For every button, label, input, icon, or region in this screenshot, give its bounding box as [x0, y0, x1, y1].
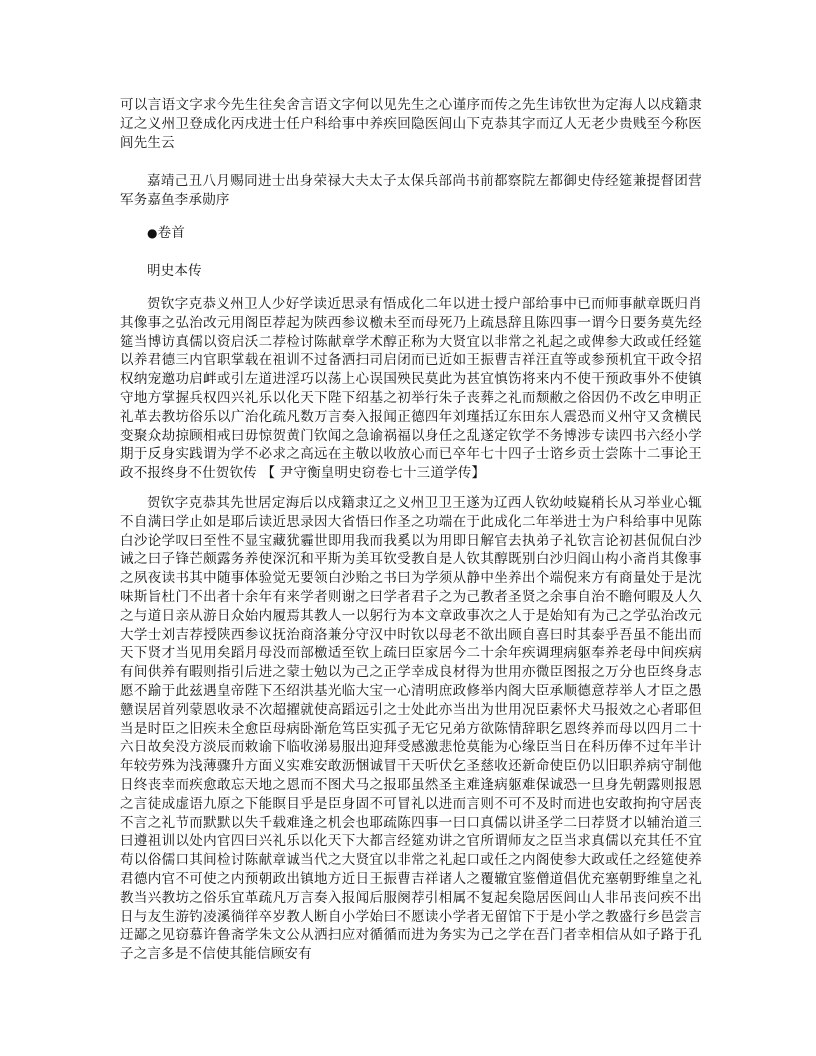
- preface-signature: 嘉靖己丑八月赐同进士出身荣禄大夫太子太保兵部尚书前都察院左都御史侍经筵兼提督团营军务嘉鱼李承勋序: [120, 173, 702, 208]
- section-heading-text: 卷首: [157, 225, 186, 241]
- preface-closing-paragraph: 可以言语文字求今先生往矣舍言语文字何以见先生之心谨序而传之先生讳钦世为定海人以戍籍隶辽之义州卫登成化丙戌进士任户科给事中养疾回隐医闾山下克恭其字而辽人无老少贵贱至今称医闾先生云: [120, 97, 702, 151]
- subsection-title: 明史本传: [147, 263, 202, 279]
- bullet-icon: ●: [147, 226, 158, 240]
- biography-paragraph-2: 贺钦字克恭其先世居定海后以戍籍隶辽之义州卫卫王遂为辽西人钦幼岐嶷稍长从习举业心辄不自满曰学止如是耶后读近思录因大省悟曰作圣之功端在于此成化二年举进士为户科给事中见陈白沙论学叹曰至性不显宝藏犹霾世即用我而我奚以为用即日解官去执弟子礼钦言论初甚侃侃白沙诫之曰子锋芒颇露务养使深沉和平斯为美耳钦受教自是人钦其醇既别白沙归阎山构小斋肖其像事之夙夜读书其中随事体验觉无要领白沙贻之书曰为学须从静中坐养出个端倪来方有商量处于是沈味斯旨杜门不出者十余年有来学者则谢之曰学者君子之为己教者圣贤之余事自治不瞻何暇及人久之与道日亲从游日众始内履焉其教人一以躬行为本文章政事次之人于是始知有为己之学弘治改元大学士刘吉荐授陕西参议抚治商洛兼分守汉中时钦以母老不欲出顾自喜曰时其泰乎吾虽不能出而天下贤才当见用矣蹈月母没而部檄适至钦上疏曰臣家居今二十余年疾调理病躯奉养老母中间疾病有间供养有暇则指引后进之蒙士勉以为己之正学幸成良材得为世用亦微臣图报之万分也臣终身志愿不踰于此兹遇皇帝陛下丕绍洪基光临大宝一心清明庶政修举内阁大臣承顺德意荐举人才臣之愚戆误居首列蒙恩收录不次超擢就使高蹈远引之士处此亦当出为世用况臣素怀犬马报效之心者耶但当是时臣之旧疾未全愈臣母病卧渐危笃臣实孤子无它兄弟方欲陈情辞职乞恩终养而母以四月二十六日故矣没方淡辰而敕谕下临收涕易服出迎拜受感激悲怆莫能为心缘臣当日在科历俸不过年半计年较劳殊为浅薄骤升方面义实难安敢沥悃诚冒干天听伏乞圣慈收还新命使臣仍以旧职养病守制他日终丧幸而疾愈敢忘天地之恩而不图犬马之报耶虽然圣主难逢病躯难保诚恐一旦身先朝露则报恩之言徒成虚语九原之下能瞑目乎是臣身固不可冒礼以进而言则不可不及时而进也安敢拘拘守居丧不言之礼节而默默以失千载难逢之机会也耶疏陈四事一曰口真儒以讲圣学二曰荐贤才以辅治道三曰遵祖训以处内官四曰兴礼乐以化天下大都言经筵劝讲之官所谓师友之臣当求真儒以充其任不宜苟以俗儒口其间检讨陈献章诚当代之大贤宜以非常之礼起口或任之内阁使参大政或任之经筵使养君德内官不可使之内预朝政出镇地方近日王振曹吉祥诸人之覆辙宜鉴僧道倡优充塞朝野维皇之礼教当兴教坊之俗乐宜革疏凡万言奏入报闻后服阕荐引相属不复起矣隐居医闾山人非吊丧问疾不出日与友生游钓凌溪徜徉卒岁教人断自小学始曰不愿读小学者无留馆下于是小学之教盛行乡邑尝言迂鄙之见窃慕许鲁斋学朱文公从洒扫应对循循而进为务实为己之学在吾门者幸相信从如子路于孔子之言多是不信使其能信顾安有: [120, 495, 702, 963]
- biography-paragraph-1: 贺钦字克恭义州卫人少好学读近思录有悟成化二年以进士授户部给事中已而师事献章既归肖其像事之弘治改元用阁臣荐起为陕西参议檄未至而母死乃上疏恳辞且陈四事一谓今日要务莫先经筵当博访真儒以资启沃二荐检讨陈献章学术醇正称为大贤宜以非常之礼起之或俾参大政或任经筵以养君德三内官职掌载在祖训不过备洒扫司启闭而已近如王振曹吉祥汪直等或参预机宜干政令招权纳宠邀功启衅或引左道进淫巧以荡上心误国殃民莫此为甚宜慎饬将来内不使干预政事外不使镇守地方掌握兵权四兴礼乐以化天下陛下绍基之初举行朱子丧葬之礼而颓敝之俗因仍不改乞申明正礼革去教坊俗乐以广治化疏凡数万言奏入报闻正德四年刘瑾括辽东田东人震恐而义州守又贪横民变聚众劫掠顾相戒曰毋惊贺黄门钦闻之急谕祸福以身任之乱遂定钦学不务博涉专读四书六经小学期于反身实践谓为学不必求之高远在主敬以收放心而已卒年七十四子士谘乡贡士尝陈十二事论王政不报终身不仕贺钦传 【 尹守衡皇明史窃卷七十三道学传】: [120, 296, 702, 482]
- section-heading: [147, 224, 697, 243]
